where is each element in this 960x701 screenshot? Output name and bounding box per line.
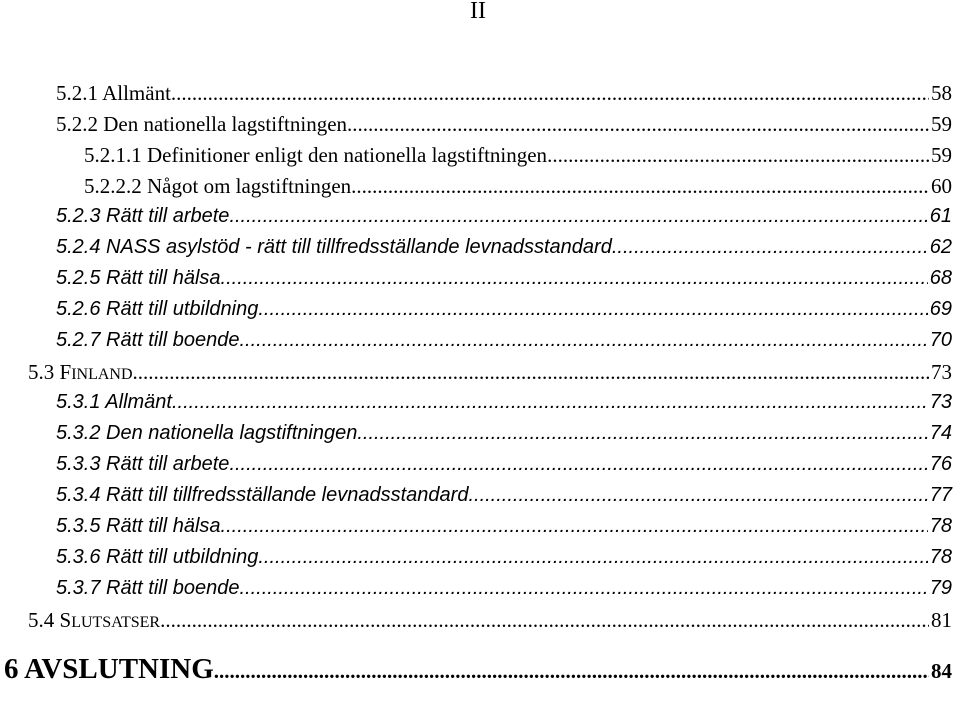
toc-entry-title: 5.2.2 Den nationella lagstiftningen	[56, 112, 348, 136]
toc-entry-page: 77	[929, 484, 952, 506]
toc-entry-page: 59	[931, 112, 952, 136]
toc-leader	[347, 112, 929, 137]
toc-entry-title: 5.3.3 Rätt till arbete	[56, 453, 230, 475]
toc-entry-title: 5.3.7 Rätt till boende	[56, 577, 240, 599]
toc-entry-title: 5.3.5 Rätt till hälsa	[56, 515, 221, 537]
toc-entry-title: 5.2.3 Rätt till arbete	[56, 205, 230, 227]
toc-entry[interactable]	[56, 515, 952, 538]
toc-entry-page: 68	[929, 267, 952, 289]
toc-entry-page: 73	[929, 391, 952, 413]
toc-leader	[160, 608, 929, 633]
toc-entry-page: 74	[929, 422, 952, 444]
page-number: II	[470, 0, 486, 24]
toc-entry[interactable]	[28, 608, 952, 633]
toc-entry[interactable]	[56, 329, 952, 352]
toc-entry-page: 58	[931, 81, 952, 105]
toc-leader	[229, 205, 927, 228]
toc-entry-page: 61	[929, 205, 952, 227]
toc-entry-title: 5.3.1 Allmänt	[56, 391, 172, 413]
toc-entry-page: 69	[929, 298, 952, 320]
toc-entry-title: 5.3.6 Rätt till utbildning	[56, 546, 259, 568]
toc-entry-title: 5.3.2 Den nationella lagstiftningen	[56, 422, 358, 444]
toc-leader	[172, 391, 928, 414]
toc-entry[interactable]	[56, 267, 952, 290]
toc-leader	[239, 329, 927, 352]
toc-entry[interactable]	[56, 81, 952, 106]
toc-entry-page: 81	[931, 608, 952, 632]
toc-entry-page: 70	[929, 329, 952, 351]
toc-entry[interactable]	[84, 174, 952, 199]
toc-entry-page: 76	[929, 453, 952, 475]
toc-entry[interactable]	[56, 391, 952, 414]
toc-leader	[612, 236, 928, 259]
toc-leader	[171, 81, 929, 106]
toc-leader	[547, 143, 929, 168]
toc-entry[interactable]	[56, 422, 952, 445]
toc-entry-title: 6 AVSLUTNING	[4, 653, 214, 685]
toc-entry-page: 62	[929, 236, 952, 258]
toc-leader	[468, 484, 927, 507]
toc-leader	[351, 174, 929, 199]
toc-leader	[221, 515, 928, 538]
toc-entry-title: 5.4 SLUTSATSER	[28, 608, 161, 632]
toc-entry[interactable]	[28, 360, 952, 385]
toc-entry-title: 5.2.5 Rätt till hälsa	[56, 267, 221, 289]
toc-entry-title: 5.2.1.1 Definitioner enligt den nationella lagstiftningen	[84, 143, 548, 167]
toc-entry[interactable]	[56, 577, 952, 600]
toc-leader	[229, 453, 927, 476]
toc-entry-title: 5.2.4 NASS asylstöd - rätt till tillfredsställande levnadsstandard	[56, 236, 612, 258]
toc-entry-page: 59	[931, 143, 952, 167]
toc-entry-page: 78	[929, 546, 952, 568]
toc-leader	[258, 546, 927, 569]
toc-entry-page: 78	[929, 515, 952, 537]
toc-leader	[239, 577, 927, 600]
toc-entry[interactable]	[56, 546, 952, 569]
toc-entry[interactable]	[84, 143, 952, 168]
toc-entry-chapter[interactable]	[4, 653, 952, 686]
toc-entry-title: 5.3.4 Rätt till tillfredsställande levnadsstandard	[56, 484, 469, 506]
toc-entry[interactable]	[56, 236, 952, 259]
toc-entry-page: 79	[929, 577, 952, 599]
toc-leader	[258, 298, 927, 321]
toc-entry-title: 5.2.6 Rätt till utbildning	[56, 298, 259, 320]
toc-leader	[214, 659, 929, 684]
toc-leader	[357, 422, 927, 445]
toc-entry-title: 5.2.1 Allmänt	[56, 81, 171, 105]
toc-entry-page: 84	[931, 659, 952, 683]
toc-entry-page: 73	[931, 360, 952, 384]
toc-entry[interactable]	[56, 112, 952, 137]
toc-entry[interactable]	[56, 453, 952, 476]
toc-entry-page: 60	[931, 174, 952, 198]
toc-entry[interactable]	[56, 205, 952, 228]
toc-entry-title: 5.2.7 Rätt till boende	[56, 329, 240, 351]
toc-leader	[221, 267, 928, 290]
toc-entry-title: 5.2.2.2 Något om lagstiftningen	[84, 174, 352, 198]
toc-leader	[133, 360, 929, 385]
toc-entry[interactable]	[56, 298, 952, 321]
toc-entry[interactable]	[56, 484, 952, 507]
toc-entry-title: 5.3 FINLAND	[28, 360, 133, 384]
